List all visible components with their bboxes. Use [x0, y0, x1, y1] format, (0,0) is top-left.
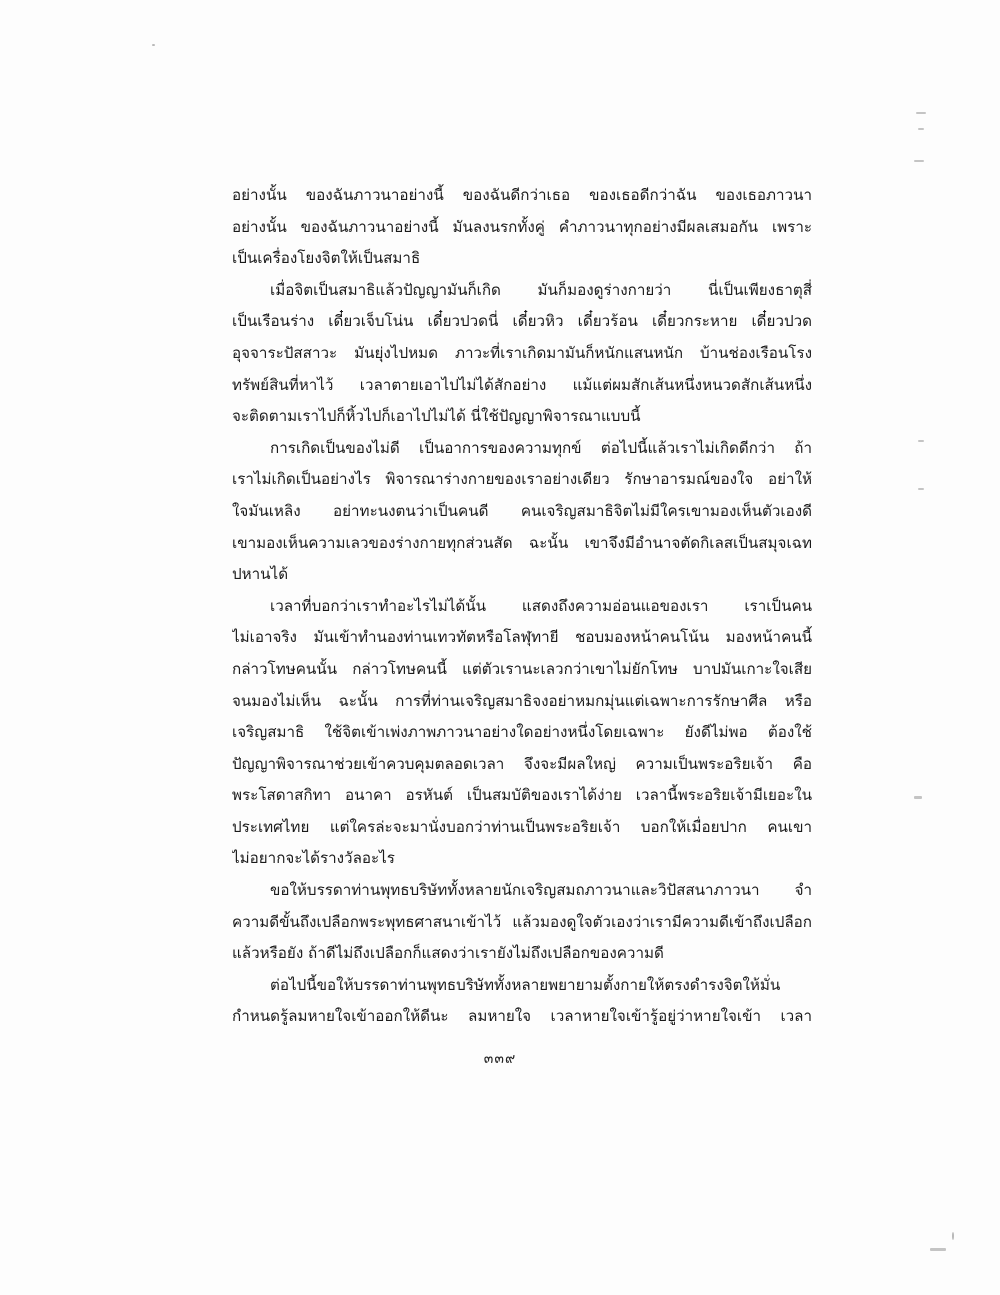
scan-mark [918, 488, 924, 490]
text-line: ความดีขั้นถึงเปลือกพระพุทธศาสนาเข้าไว้ แล้วมองดูใจตัวเองว่าเรามีความดีเข้าถึงเปลือก [232, 912, 812, 931]
text-line: ไม่เอาจริง มันเข้าทำนองท่านเทวทัตหรือโลฬุทายี ชอบมองหน้าคนโน้น มองหน้าคนนี้ [232, 628, 812, 647]
text-line: ประเทศไทย แต่ใครล่ะจะมานั่งบอกว่าท่านเป็นพระอริยเจ้า บอกให้เมื่อยปาก คนเขา [232, 817, 812, 836]
text-line: จนมองไม่เห็น ฉะนั้น การที่ท่านเจริญสมาธิจงอย่าหมกมุ่นแต่เฉพาะการรักษาศีล หรือ [232, 691, 812, 710]
text-line: เจริญสมาธิ ใช้จิตเข้าเพ่งภาพภาวนาอย่างใดอย่างหนึ่งโดยเฉพาะ ยังดีไม่พอ ต้องใช้ [232, 723, 812, 742]
scan-speck [952, 1232, 954, 1240]
text-line: เวลาที่บอกว่าเราทำอะไรไม่ได้นั้น แสดงถึงความอ่อนแอของเรา เราเป็นคน [270, 596, 812, 615]
text-line: เราไม่เกิดเป็นอย่างไร พิจารณาร่างกายของเราอย่างเดียว รักษาอารมณ์ของใจ อย่าให้ [232, 470, 812, 489]
scan-mark [930, 1248, 946, 1251]
text-line: ใจมันเหลิง อย่าทะนงตนว่าเป็นคนดี คนเจริญสมาธิจิตไม่มีใครเขามองเห็นตัวเองดี [232, 501, 812, 520]
scan-mark [916, 112, 926, 114]
page-number: ๓๓๙ [483, 1051, 517, 1067]
text-line: กำหนดรู้ลมหายใจเข้าออกให้ดีนะ ลมหายใจ เวลาหายใจเข้ารู้อยู่ว่าหายใจเข้า เวลา [232, 1007, 812, 1026]
scan-mark [914, 160, 924, 162]
text-line: อย่างนั้น ของฉันภาวนาอย่างนี้ ของฉันดีกว่าเธอ ของเธอดีกว่าฉัน ของเธอภาวนา [232, 186, 812, 204]
scan-mark [918, 128, 924, 130]
text-line: อุจจาระปัสสาวะ มันยุ่งไปหมด ภาวะที่เราเกิดมามันก็หนักแสนหนัก บ้านช่องเรือนโรง [232, 343, 812, 362]
text-line: กล่าวโทษคนนั้น กล่าวโทษคนนี้ แต่ตัวเรานะเลวกว่าเขาไม่ยักโทษ บาปมันเกาะใจเสีย [232, 659, 812, 678]
text-line: การเกิดเป็นของไม่ดี เป็นอาการของความทุกข์ ต่อไปนี้แล้วเราไม่เกิดดีกว่า ถ้า [270, 438, 812, 457]
text-line: จะติดตามเราไปก็หิ้วไปก็เอาไปไม่ได้ นี่ใช้ปัญญาพิจารณาแบบนี้ [232, 407, 641, 426]
scan-mark [918, 440, 924, 442]
text-line: ไม่อยากจะได้รางวัลอะไร [232, 849, 395, 868]
text-line: แล้วหรือยัง ถ้าดีไม่ถึงเปลือกก็แสดงว่าเรายังไม่ถึงเปลือกของความดี [232, 944, 664, 963]
text-line: เป็นเครื่องโยงจิตให้เป็นสมาธิ [232, 249, 421, 268]
text-line: ปหานได้ [232, 565, 289, 584]
scan-mark [914, 796, 922, 799]
scan-speck [152, 44, 155, 46]
text-line: เป็นเรือนร่าง เดี๋ยวเจ็บโน่น เดี๋ยวปวดนี่ เดี๋ยวหิว เดี๋ยวร้อน เดี๋ยวกระหาย เดี๋ยวปวด [232, 312, 812, 331]
text-line: พระโสดาสกิทา อนาคา อรหันต์ เป็นสมบัติของเราได้ง่าย เวลานี้พระอริยเจ้ามีเยอะใน [232, 786, 812, 805]
text-line: เมื่อจิตเป็นสมาธิแล้วปัญญามันก็เกิด มันก็มองดูร่างกายว่า นี่เป็นเพียงธาตุสี่ [270, 280, 812, 299]
text-line: ทรัพย์สินที่หาไว้ เวลาตายเอาไปไม่ได้สักอย่าง แม้แต่ผมสักเส้นหนึ่งหนวดสักเส้นหนึ่ง [232, 375, 812, 394]
text-line: ต่อไปนี้ขอให้บรรดาท่านพุทธบริษัททั้งหลายพยายามตั้งกายให้ตรงดำรงจิตให้มั่น [270, 975, 781, 994]
text-line: อย่างนั้น ของฉันภาวนาอย่างนี้ มันลงนรกทั้งคู่ คำภาวนาทุกอย่างมีผลเสมอกัน เพราะ [232, 217, 812, 236]
body-text [232, 180, 812, 1033]
text-line: เขามองเห็นความเลวของร่างกายทุกส่วนสัด ฉะนั้น เขาจึงมีอำนาจตัดกิเลสเป็นสมุจเฉท [232, 533, 812, 552]
text-line: ปัญญาพิจารณาช่วยเข้าควบคุมตลอดเวลา จึงจะมีผลใหญ่ ความเป็นพระอริยเจ้า คือ [232, 754, 812, 773]
text-line: ขอให้บรรดาท่านพุทธบริษัททั้งหลายนักเจริญสมถภาวนาและวิปัสสนาภาวนา จำ [270, 881, 812, 900]
